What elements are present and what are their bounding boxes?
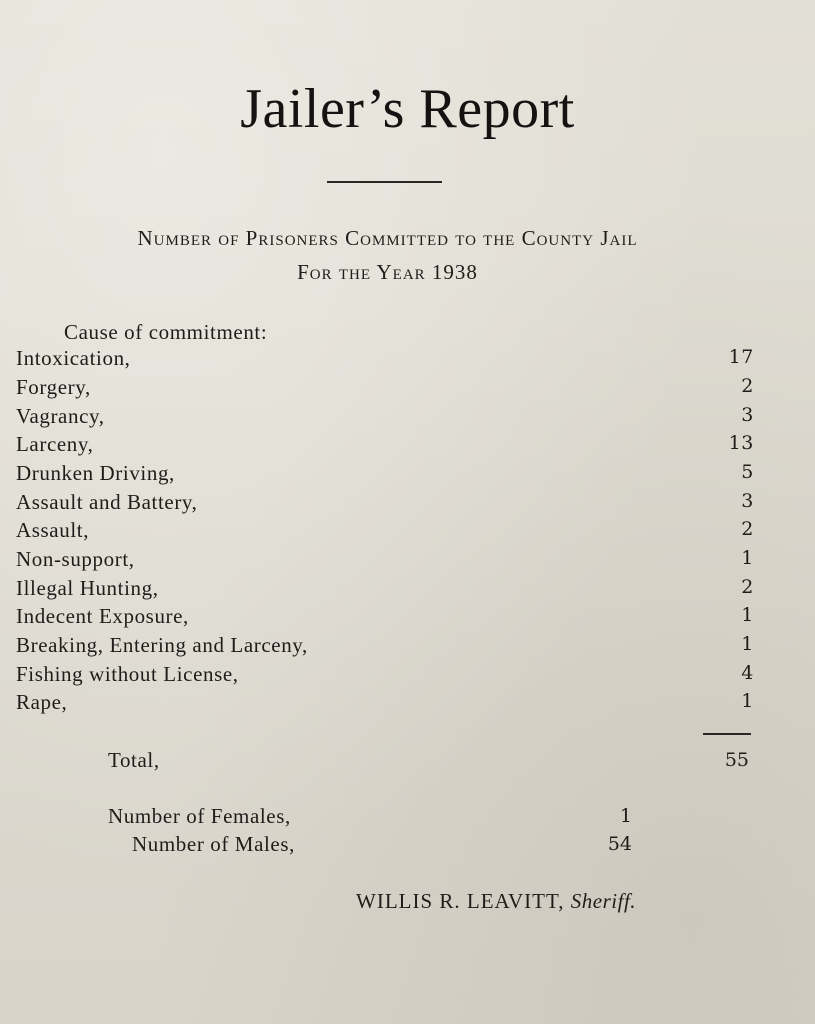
cause-label: Assault and Battery, (16, 490, 198, 514)
cause-label: Drunken Driving, (16, 461, 175, 485)
cause-label: Non-support, (16, 547, 135, 571)
cause-row (16, 461, 754, 489)
cause-row (16, 375, 754, 403)
cause-row (16, 346, 754, 374)
cause-count: 2 (741, 375, 754, 397)
total-value: 55 (724, 749, 749, 771)
title-divider (327, 181, 442, 183)
males-value: 54 (607, 833, 632, 855)
page-title: Jailer’s Report (240, 78, 575, 140)
sheriff-name: WILLIS R. LEAVITT, (356, 889, 565, 913)
cause-row (16, 576, 754, 604)
males-label: Number of Males, (132, 832, 295, 856)
cause-row (16, 404, 754, 432)
cause-label: Rape, (16, 690, 68, 714)
cause-label: Assault, (16, 518, 90, 542)
cause-label: Vagrancy, (16, 404, 105, 428)
subtitle-line-2: For the Year 1938 (297, 260, 478, 284)
cause-count: 1 (741, 547, 754, 569)
cause-label: Larceny, (16, 432, 94, 456)
cause-count: 4 (741, 662, 754, 684)
cause-row (16, 633, 754, 661)
cause-row (16, 547, 754, 575)
total-label: Total, (108, 748, 160, 772)
cause-count: 13 (728, 432, 754, 454)
cause-label: Indecent Exposure, (16, 604, 189, 628)
cause-count: 1 (741, 633, 754, 655)
section-heading: Cause of commitment: (64, 320, 268, 344)
cause-count: 2 (741, 576, 754, 598)
cause-label: Illegal Hunting, (16, 576, 159, 600)
cause-row (16, 690, 754, 718)
cause-row (16, 604, 754, 632)
cause-row (16, 432, 754, 460)
cause-label: Intoxication, (16, 346, 131, 370)
cause-row (16, 490, 754, 518)
sheriff-title: Sheriff. (570, 889, 637, 913)
females-label: Number of Females, (108, 804, 291, 828)
cause-count: 2 (741, 518, 754, 540)
signature (356, 889, 636, 914)
cause-label: Fishing without License, (16, 662, 239, 686)
cause-count: 1 (741, 690, 754, 712)
sum-divider (703, 733, 751, 735)
subtitle-line-1: Number of Prisoners Committed to the County Jail (137, 226, 638, 250)
cause-row (16, 662, 754, 690)
cause-row (16, 518, 754, 546)
cause-count: 17 (728, 346, 754, 368)
cause-count: 5 (741, 461, 754, 483)
cause-count: 1 (741, 604, 754, 626)
cause-label: Forgery, (16, 375, 91, 399)
females-value: 1 (619, 805, 632, 827)
cause-label: Breaking, Entering and Larceny, (16, 633, 308, 657)
cause-count: 3 (741, 404, 754, 426)
cause-count: 3 (741, 490, 754, 512)
